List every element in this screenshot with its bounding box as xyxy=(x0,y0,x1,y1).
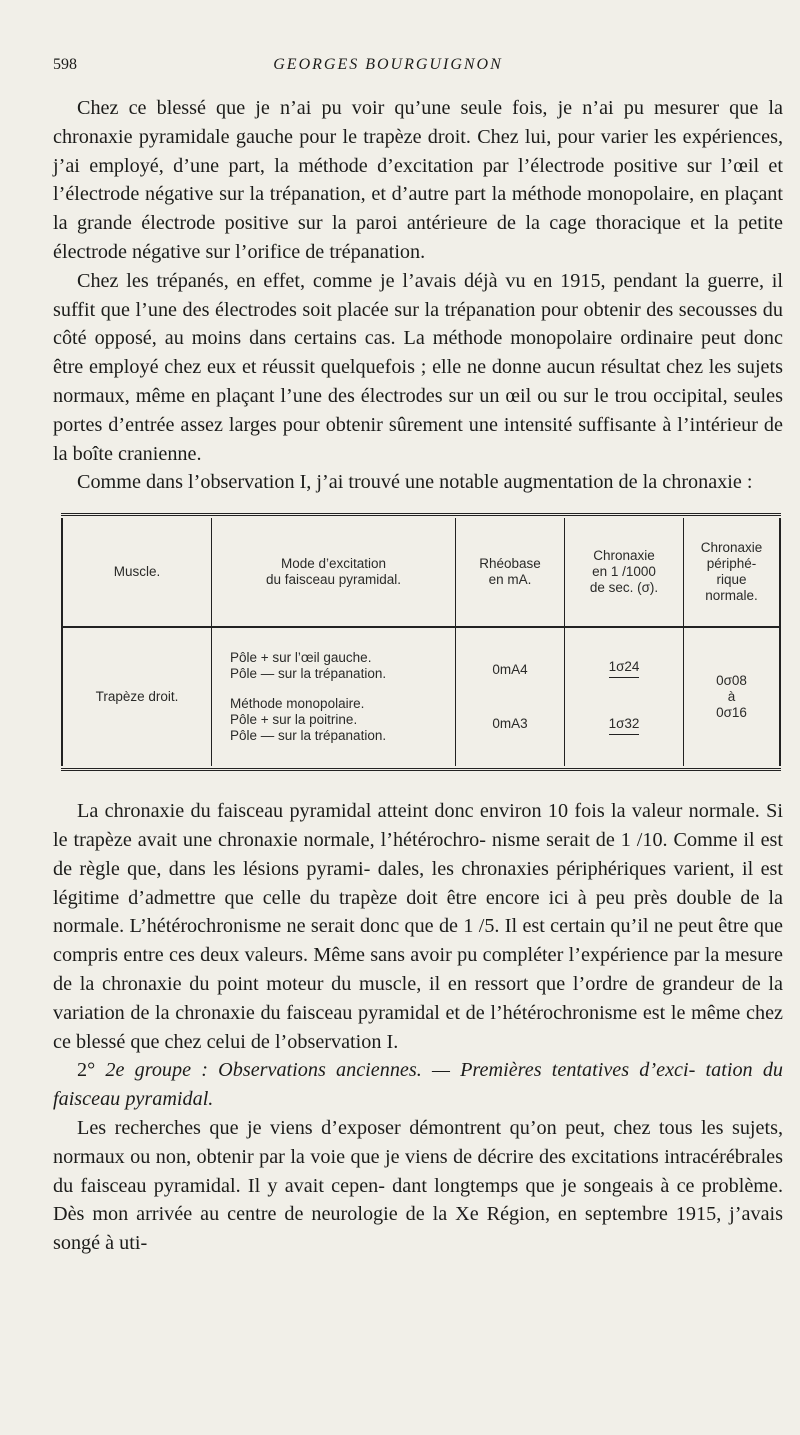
mode-line: Pôle — sur la trépanation. xyxy=(230,666,387,682)
paragraph: Les recherches que je viens d’exposer démontrent qu’on peut, chez tous les sujets, normaux ou non, obtenir par la voie que je viens de décrire des excitations intracérébrales du faisceau pyramidal. Il y avait cepen- dant longtemps que je songeais à ce problème. Dès mon arrivée au centre de neurologie de la Xe Région, en septembre 1915, j’avais songé à uti- xyxy=(53,1116,783,1255)
chronaxie-table xyxy=(61,518,781,766)
paragraph: Chez ce blessé que je n’ai pu voir qu’une seule fois, je n’ai pu mesurer que la chronaxie pyramidale gauche pour le trapèze droit. Chez lui, pour varier les expériences, j’ai employé, d’une part, la méthode d’excitation par l’électrode positive sur l’œil et l’électrode négative sur la trépanation, et d’autre part la méthode monopolaire, en plaçant la grande électrode positive sur la paroi antérieure de la cage thoracique et la petite électrode négative sur l’orifice de trépanation. xyxy=(53,97,783,263)
rheobase-value: 0mA3 xyxy=(492,716,528,732)
mode-line: Méthode monopolaire. xyxy=(230,696,365,712)
paragraph: Chez les trépanés, en effet, comme je l’avais déjà vu en 1915, pendant la guerre, il suffit que l’une des électrodes soit placée sur la trépanation pour obtenir des secousses du côté opposé, au moins dans certains cas. La méthode monopolaire ordinaire peut donc être employé chez eux et réussit quelquefois ; elle ne donne aucun résultat chez les sujets normaux, même en plaçant l’une des électrodes sur un œil ou sur le trou occipital, seules portes d’entrée assez larges pour obtenir sûrement une intensité suffisante à l’intérieur de la boîte cranienne. xyxy=(53,269,783,465)
chronaxie-table-wrapper xyxy=(61,513,781,771)
cell-rheobase xyxy=(456,627,565,766)
page-header xyxy=(53,56,783,84)
cell-chronaxie xyxy=(565,627,684,766)
peripheral-value: à xyxy=(727,689,736,705)
header-rheobase: Rhéobase en mA. xyxy=(456,518,565,627)
cell-mode xyxy=(212,627,456,766)
header-chronaxie: Chronaxie en 1 /1000 de sec. (σ). xyxy=(565,518,684,627)
section-heading xyxy=(53,1056,783,1114)
section-number: 2° xyxy=(77,1059,96,1082)
table-header-row xyxy=(62,518,780,627)
peripheral-value: 0σ16 xyxy=(716,705,747,721)
table-row xyxy=(62,627,780,766)
page xyxy=(53,56,783,1258)
header-muscle: Muscle. xyxy=(62,518,212,627)
mode-line: Pôle + sur l’œil gauche. xyxy=(230,650,372,666)
cell-muscle: Trapèze droit. xyxy=(62,627,212,766)
header-mode: Mode d’excitation du faisceau pyramidal. xyxy=(212,518,456,627)
running-title: GEORGES BOURGUIGNON xyxy=(273,56,503,73)
chronaxie-value: 1σ32 xyxy=(609,716,640,735)
chronaxie-value: 1σ24 xyxy=(609,659,640,678)
mode-line: Pôle — sur la trépanation. xyxy=(230,728,387,744)
paragraph: Comme dans l’observation I, j’ai trouvé une notable augmentation de la chronaxie : xyxy=(77,471,753,494)
section-title: 2e groupe : Observations anciennes. — Premières tentatives d’exci- tation du faisceau pyramidal. xyxy=(53,1059,784,1111)
paragraph: La chronaxie du faisceau pyramidal atteint donc environ 10 fois la valeur normale. Si le trapèze avait une chronaxie normale, l’hétérochro- nisme serait de 1 /10. Comme il est de règle que, dans les lésions pyrami- dales, les chronaxies périphériques varient, il est légitime d’admettre que celle du trapèze doit être encore ici à peu près double de la normale. L’hétérochronisme ne serait donc que de 1 /5. Il est certain qu’il ne peut être que compris entre ces deux valeurs. Même sans avoir pu compléter l’expérience par la mesure de la chronaxie du point moteur du muscle, il en ressort que l’ordre de grandeur de la variation de la chronaxie du faisceau pyramidal et de l’hétérochronisme est le même chez ce blessé que chez celui de l’observation I. xyxy=(53,800,783,1053)
rheobase-value: 0mA4 xyxy=(492,662,528,678)
header-peripheral-chronaxie: Chronaxie périphé- rique normale. xyxy=(684,518,781,627)
page-number: 598 xyxy=(53,56,77,73)
peripheral-value: 0σ08 xyxy=(716,673,747,689)
mode-line: Pôle + sur la poitrine. xyxy=(230,712,358,728)
cell-peripheral xyxy=(684,627,781,766)
